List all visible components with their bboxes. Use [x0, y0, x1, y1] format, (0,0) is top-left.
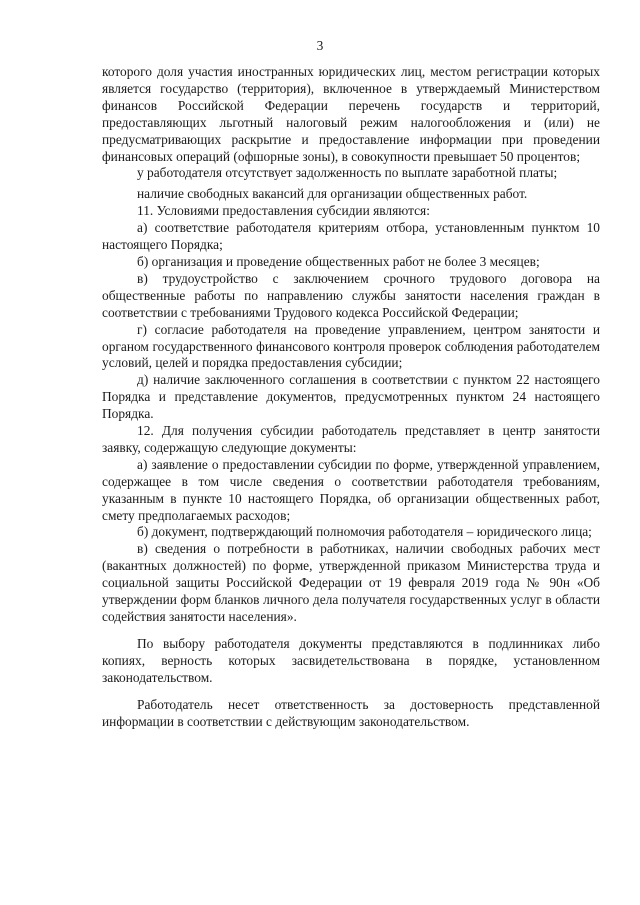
paragraph-11-b: б) организация и проведение общественных работ не более 3 месяцев; — [137, 253, 540, 269]
paragraph-12-b: б) документ, подтверждающий полномочия работодателя – юридического лица; — [137, 524, 592, 540]
paragraph-12-heading: 12. Для получения субсидии работодатель представляет в центр занятости заявку, содержащую следующие документы: — [102, 423, 600, 455]
paragraph-12-v: в) сведения о потребности в работниках, наличии свободных рабочих мест (вакантных должностей) по форме, утвержденной приказом Министерства труда и социальной защиты Российской Федерации от 19 февраля 2019 года № 90н «Об утверждении форм бланков личного дела получателя государственных услуг в области содействия занятости населения». — [102, 541, 600, 624]
document-body — [102, 64, 600, 730]
paragraph-no-wage-debt: у работодателя отсутствует задолженность по выплате заработной платы; — [137, 165, 558, 181]
paragraph-11-heading: 11. Условиями предоставления субсидии являются: — [137, 203, 430, 219]
paragraph-11-g: г) согласие работодателя на проведение управлением, центром занятости и органом государственного финансового контроля проверок соблюдения работодателем условий, целей и порядка предоставления субсидии; — [102, 321, 600, 371]
paragraph-11-d: д) наличие заключенного соглашения в соответствии с пунктом 22 настоящего Порядка и представление документов, предусмотренных пунктом 24 настоящего Порядка. — [102, 372, 600, 422]
page-number: 3 — [316, 38, 324, 53]
paragraph-documents-form: По выбору работодателя документы представляются в подлинниках либо копиях, верность которых засвидетельствована в порядке, установленном законодательством. — [102, 635, 600, 685]
paragraph-vacancies: наличие свободных вакансий для организации общественных работ. — [137, 186, 528, 202]
paragraph-12-a: а) заявление о предоставлении субсидии по форме, утвержденной управлением, содержащее в том числе сведения о соответствии работодателя требованиям, указанным в пункте 10 настоящего Порядка, об организации общественных работ, смету предполагаемых расходов; — [102, 456, 600, 523]
paragraph-offshore-criterion: которого доля участия иностранных юридических лиц, местом регистрации которых является государство (территория), включенное в утверждаемый Министерством финансов Российской Федерации перечень государств и территорий, предоставляющих льготный налоговый режим налогообложения и (или) не предусматривающих раскрытие и предоставление информации при проведении финансовых операций (офшорные зоны), в совокупности превышает 50 процентов; — [102, 64, 600, 164]
paragraph-11-a: а) соответствие работодателя критериям отбора, установленным пунктом 10 настоящего Порядка; — [102, 220, 600, 253]
paragraph-11-v: в) трудоустройство с заключением срочного трудового договора на общественные работы по направлению службы занятости населения граждан в соответствии с требованиями Трудового кодекса Российской Федерации; — [102, 270, 600, 320]
paragraph-responsibility: Работодатель несет ответственность за достоверность представленной информации в соответствии с действующим законодательством. — [102, 696, 600, 729]
